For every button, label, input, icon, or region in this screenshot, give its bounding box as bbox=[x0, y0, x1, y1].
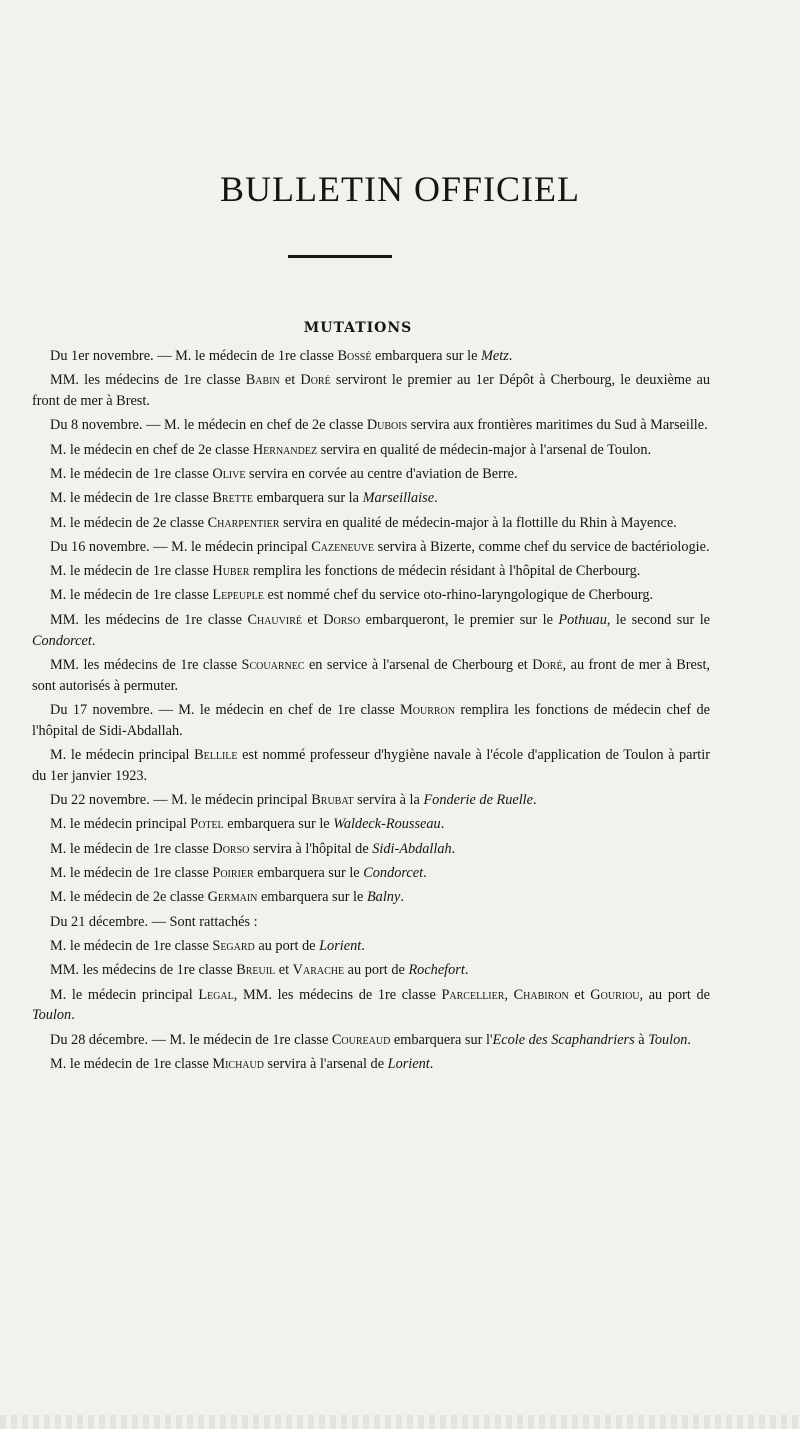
paragraph-text: Du 28 décembre. — M. le médecin de 1re classe bbox=[50, 1031, 332, 1048]
paragraph-text: servira aux frontières maritimes du Sud à Marseille. bbox=[407, 417, 708, 434]
paragraph-text: . bbox=[508, 348, 513, 364]
paragraph-text: est nommé professeur d'hygiène navale à l'école d'application de Toulon à partir du 1er janvier 1923. bbox=[32, 747, 710, 784]
mutation-paragraph bbox=[32, 745, 710, 787]
paragraph-text: M. le médecin de 1re classe bbox=[50, 563, 213, 580]
mutation-paragraph bbox=[32, 415, 710, 436]
paragraph-text: . bbox=[71, 1007, 75, 1024]
mutation-paragraph bbox=[32, 610, 710, 652]
mutation-paragraph bbox=[32, 585, 710, 606]
paragraph-text: M. le médecin de 1re classe bbox=[50, 490, 213, 507]
paragraph-text: M. le médecin de 1re classe bbox=[50, 840, 213, 857]
paragraph-text: embarqueront, le premier sur le bbox=[360, 611, 559, 628]
person-name: Segard bbox=[212, 937, 255, 954]
paragraph-text: . bbox=[429, 1055, 434, 1072]
paragraph-text: à bbox=[634, 1031, 649, 1048]
paragraph-text: et bbox=[275, 962, 293, 979]
paragraph-text: au port de bbox=[344, 962, 409, 979]
paragraph-text: servira en corvée au centre d'aviation de Berre. bbox=[245, 465, 518, 482]
paragraph-text: embarquera sur le bbox=[371, 348, 481, 364]
person-name: Bossé bbox=[337, 348, 372, 364]
paragraph-text: serviront le premier au 1er Dépôt à Cherbourg, le deuxième au front de mer à Brest. bbox=[32, 372, 711, 410]
paragraph-text: . bbox=[451, 840, 456, 857]
person-name: Brette bbox=[212, 490, 254, 507]
mutation-paragraph bbox=[32, 1054, 710, 1075]
paragraph-text: Du 8 novembre. — M. le médecin en chef de 2e classe bbox=[50, 417, 367, 434]
person-name: Germain bbox=[207, 889, 258, 906]
paragraph-text: et bbox=[568, 986, 591, 1003]
place-name: Toulon bbox=[32, 1007, 72, 1024]
place-name: Rochefort bbox=[408, 962, 465, 979]
paragraph-text: . bbox=[464, 962, 469, 979]
paragraph-text: . bbox=[434, 490, 438, 507]
scan-edge bbox=[0, 1415, 800, 1429]
paragraph-text: . bbox=[533, 792, 537, 809]
paragraph-text: M. le médecin de 1re classe bbox=[50, 865, 213, 882]
place-name: Condorcet bbox=[363, 865, 424, 882]
person-name: Coureaud bbox=[331, 1031, 391, 1048]
paragraph-text: M. le médecin de 1re classe bbox=[50, 937, 213, 954]
mutation-paragraph bbox=[32, 655, 710, 697]
paragraph-text: , MM. les médecins de 1re classe bbox=[233, 986, 442, 1003]
paragraph-text: servira à Bizerte, comme chef du service de bactériologie. bbox=[374, 538, 710, 555]
paragraph-text: servira en qualité de médecin-major à la flottille du Rhin à Mayence. bbox=[279, 514, 677, 531]
paragraph-text: MM. les médecins de 1re classe bbox=[50, 372, 246, 389]
paragraph-text: embarquera sur la bbox=[253, 490, 363, 507]
paragraph-text: embarquera sur le bbox=[257, 889, 367, 906]
person-name: Cazeneuve bbox=[311, 538, 375, 555]
paragraph-text: servira à l'arsenal de bbox=[263, 1055, 388, 1072]
paragraph-text: , bbox=[504, 986, 514, 1003]
title-divider bbox=[288, 255, 392, 258]
paragraph-text: embarquera sur l' bbox=[390, 1031, 493, 1048]
place-name: Metz bbox=[481, 348, 509, 364]
paragraph-text: M. le médecin de 1re classe bbox=[50, 587, 213, 604]
place-name: Waldeck-Rousseau bbox=[333, 816, 441, 833]
paragraph-text: en service à l'arsenal de Cherbourg et bbox=[304, 656, 533, 673]
paragraph-text: M. le médecin de 1re classe bbox=[50, 1055, 213, 1072]
paragraph-text: . bbox=[687, 1031, 691, 1048]
paragraph-text: . bbox=[361, 937, 365, 954]
mutation-paragraph bbox=[32, 537, 710, 558]
person-name: Charpentier bbox=[207, 514, 280, 531]
paragraph-text: . bbox=[91, 632, 96, 649]
person-name: Potel bbox=[190, 816, 224, 833]
person-name: Bellile bbox=[194, 747, 238, 764]
paragraph-text: M. le médecin principal bbox=[50, 747, 195, 764]
person-name: Doré bbox=[532, 656, 563, 673]
paragraph-text: remplira les fonctions de médecin résidant à l'hôpital de Cherbourg. bbox=[249, 563, 641, 580]
place-name: Marseillaise bbox=[362, 490, 435, 507]
paragraph-text: au port de bbox=[254, 937, 320, 954]
person-name: Poirier bbox=[212, 865, 254, 882]
place-name: Lorient bbox=[319, 937, 362, 954]
place-name: Lorient bbox=[387, 1055, 430, 1072]
mutation-paragraph bbox=[32, 936, 710, 957]
person-name: Dubois bbox=[366, 417, 408, 434]
mutation-paragraph bbox=[32, 960, 710, 981]
paragraph-text: Du 21 décembre. — Sont rattachés : bbox=[50, 913, 258, 930]
paragraph-text: M. le médecin principal bbox=[50, 986, 199, 1003]
person-name: Parcellier bbox=[441, 986, 505, 1003]
paragraph-text: M. le médecin principal bbox=[50, 816, 191, 833]
paragraph-text: remplira les fonctions de médecin chef de l'hôpital de Sidi-Abdallah. bbox=[32, 701, 710, 739]
mutation-paragraph bbox=[32, 912, 710, 933]
paragraph-text: MM. les médecins de 1re classe bbox=[50, 611, 248, 628]
person-name: Scouarnec bbox=[241, 656, 305, 673]
mutation-paragraph bbox=[32, 814, 710, 835]
person-name: Lepeuple bbox=[212, 587, 264, 604]
paragraph-text: . bbox=[440, 816, 445, 833]
paragraph-text: MM. les médecins de 1re classe bbox=[50, 962, 237, 979]
paragraph-text: Du 17 novembre. — M. le médecin en chef de 1re classe bbox=[50, 701, 401, 718]
paragraph-text: , le second sur le bbox=[606, 611, 711, 628]
paragraph-text: Du 22 novembre. — M. le médecin principal bbox=[50, 792, 312, 809]
paragraph-text: et bbox=[279, 372, 301, 389]
page-title: BULLETIN OFFICIEL bbox=[220, 169, 580, 209]
paragraph-text: servira en qualité de médecin-major à l'arsenal de Toulon. bbox=[317, 441, 652, 458]
place-name: Sidi-Abdallah bbox=[372, 840, 452, 857]
person-name: Brubat bbox=[311, 792, 354, 809]
place-name: Ecole des Scaphandriers bbox=[492, 1031, 635, 1048]
mutation-paragraph bbox=[32, 346, 710, 367]
person-name: Dorso bbox=[323, 611, 361, 628]
place-name: Toulon bbox=[648, 1031, 688, 1048]
paragraph-text: est nommé chef du service oto-rhino-laryngologique de Cherbourg. bbox=[263, 587, 654, 604]
paragraph-text: . bbox=[400, 889, 404, 906]
person-name: Breuil bbox=[236, 962, 276, 979]
section-heading: MUTATIONS bbox=[303, 320, 413, 336]
person-name: Chauviré bbox=[247, 611, 302, 628]
paragraph-text: , au front de mer à Brest, sont autorisés à permuter. bbox=[32, 656, 711, 694]
mutation-paragraph bbox=[32, 985, 710, 1027]
paragraph-text: et bbox=[301, 611, 324, 628]
paragraph-text: embarquera sur le bbox=[253, 865, 364, 882]
person-name: Babin bbox=[245, 372, 280, 389]
paragraph-text: Du 1er novembre. — M. le médecin de 1re classe bbox=[50, 348, 338, 364]
person-name: Legal bbox=[198, 986, 234, 1003]
person-name: Gouriou bbox=[590, 986, 640, 1003]
person-name: Mourron bbox=[400, 701, 455, 718]
place-name: Condorcet bbox=[32, 632, 92, 649]
place-name: Pothuau bbox=[558, 611, 607, 628]
mutation-paragraph bbox=[32, 839, 710, 860]
person-name: Varache bbox=[292, 962, 345, 979]
place-name: Fonderie de Ruelle bbox=[423, 792, 534, 809]
paragraph-text: M. le médecin de 2e classe bbox=[50, 889, 208, 906]
mutation-paragraph bbox=[32, 790, 710, 811]
person-name: Hernandez bbox=[252, 441, 318, 458]
mutation-paragraph bbox=[32, 863, 710, 884]
place-name: Balny bbox=[366, 889, 401, 906]
paragraph-text: embarquera sur le bbox=[223, 816, 334, 833]
mutation-paragraph bbox=[32, 1030, 710, 1051]
mutation-paragraph bbox=[32, 561, 710, 582]
person-name: Dorso bbox=[212, 840, 250, 857]
mutation-paragraph bbox=[32, 513, 710, 534]
paragraph-text: , au port de bbox=[639, 986, 710, 1003]
mutation-paragraph bbox=[32, 370, 710, 412]
mutation-paragraph bbox=[32, 488, 710, 509]
person-name: Michaud bbox=[212, 1055, 264, 1072]
paragraph-text: . bbox=[423, 865, 427, 882]
mutation-paragraph bbox=[32, 440, 710, 461]
person-name: Olive bbox=[212, 465, 246, 482]
document-body bbox=[32, 346, 710, 1078]
mutation-paragraph bbox=[32, 700, 710, 742]
person-name: Huber bbox=[212, 563, 250, 580]
paragraph-text: Du 16 novembre. — M. le médecin principal bbox=[50, 538, 312, 555]
paragraph-text: M. le médecin de 1re classe bbox=[50, 465, 213, 482]
person-name: Chabiron bbox=[513, 986, 569, 1003]
mutation-paragraph bbox=[32, 887, 710, 908]
mutation-paragraph bbox=[32, 464, 710, 485]
paragraph-text: M. le médecin en chef de 2e classe bbox=[50, 441, 253, 458]
paragraph-text: MM. les médecins de 1re classe bbox=[50, 656, 242, 673]
paragraph-text: M. le médecin de 2e classe bbox=[50, 514, 208, 531]
person-name: Doré bbox=[300, 372, 331, 389]
paragraph-text: servira à la bbox=[353, 792, 424, 809]
paragraph-text: servira à l'hôpital de bbox=[249, 840, 373, 857]
